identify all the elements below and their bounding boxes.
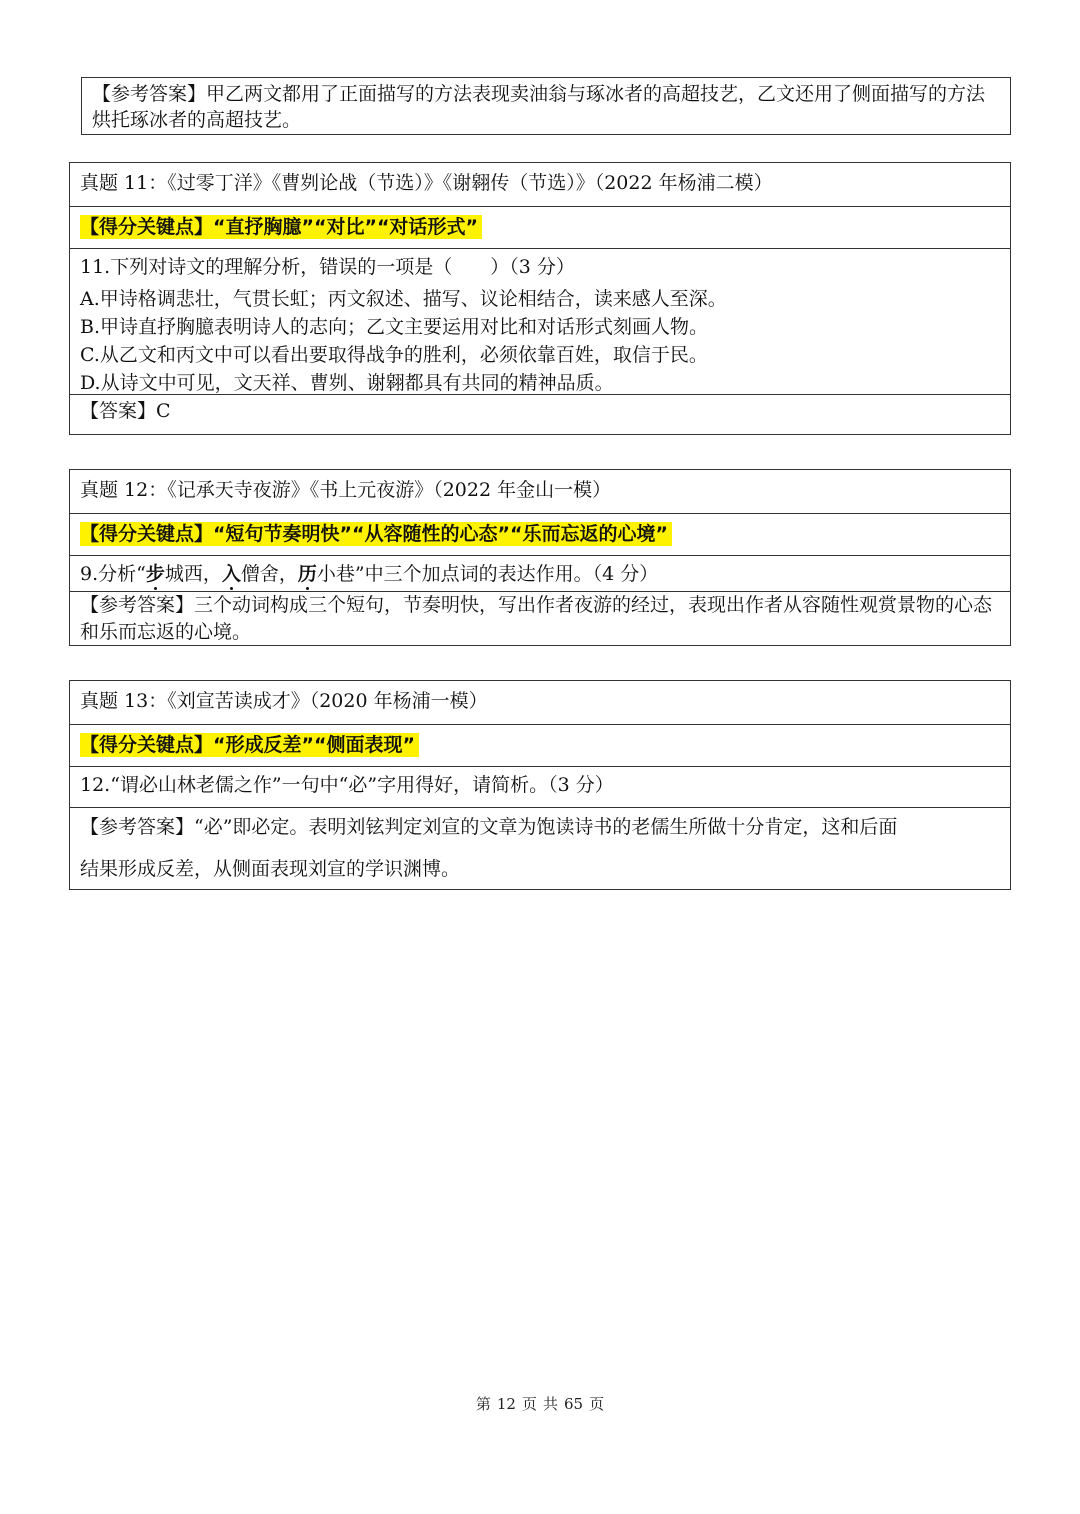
reference-answer: 【参考答案】三个动词构成三个短句，节奏明快，写出作者夜游的经过，表现出作者从容随性观赏景物的心态和乐而忘返的心境。: [70, 591, 1010, 647]
question-text-2: 僧舍，: [240, 563, 298, 585]
question-card-12: [69, 469, 1011, 646]
footer-gong: 共: [543, 1395, 559, 1413]
option-c: C.从乙文和丙文中可以看出要取得战争的胜利，必须依靠百姓，取信于民。: [80, 344, 708, 366]
answer-row: 【答案】C: [70, 394, 1010, 434]
dotted-word-2: 入: [221, 563, 241, 585]
question-text-1: 城西，: [164, 563, 222, 585]
key-points-highlight: 【得分关键点】“短句节奏明快”“从容随性的心态”“乐而忘返的心境”: [80, 522, 672, 546]
answer-line-1: 【参考答案】“必”即必定。表明刘铉判定刘宣的文章为饱读诗书的老儒生所做十分肯定，这和后面: [80, 816, 898, 838]
key-points-row: [70, 206, 1010, 248]
page-footer: [0, 1393, 1080, 1414]
key-points-highlight: 【得分关键点】“形成反差”“侧面表现”: [80, 733, 419, 757]
key-points-row: [70, 724, 1010, 766]
footer-di: 第: [475, 1395, 491, 1413]
current-page-number: 12: [496, 1395, 516, 1413]
question-body: 12.“谓必山林老儒之作”一句中“必”字用得好，请简析。（3 分）: [70, 766, 1010, 807]
option-b: B.甲诗直抒胸臆表明诗人的志向；乙文主要运用对比和对话形式刻画人物。: [80, 316, 709, 338]
question-body: [70, 248, 1010, 394]
total-pages: 65: [564, 1395, 584, 1413]
question-card-11: [69, 162, 1011, 435]
reference-answer: [70, 807, 1010, 889]
question-title: 真题 12：《记承天寺夜游》《书上元夜游》（2022 年金山一模）: [80, 479, 612, 501]
reference-answer: 【参考答案】甲乙两文都用了正面描写的方法表现卖油翁与琢冰者的高超技艺，乙文还用了侧面描写的方法烘托琢冰者的高超技艺。: [92, 83, 986, 131]
footer-ye-end: 页: [589, 1395, 605, 1413]
option-d: D.从诗文中可见，文天祥、曹刿、谢翱都具有共同的精神品质。: [80, 372, 614, 394]
answer-line-2: 结果形成反差，从侧面表现刘宣的学识渊博。: [80, 858, 461, 880]
dotted-word-1: 步: [145, 563, 165, 585]
question-stem: 11.下列对诗文的理解分析，错误的一项是（ ）（3 分）: [80, 256, 575, 278]
dotted-word-3: 历: [297, 563, 317, 585]
footer-ye: 页: [521, 1395, 537, 1413]
question-title: 真题 11：《过零丁洋》《曹刿论战（节选）》《谢翱传（节选）》（2022 年杨浦二模）: [80, 172, 773, 194]
key-points-highlight: 【得分关键点】“直抒胸臆”“对比”“对话形式”: [80, 215, 482, 239]
question-title: 真题 13：《刘宣苦读成才》（2020 年杨浦一模）: [80, 690, 488, 712]
question-body: [70, 555, 1010, 591]
answer-box-continued: [81, 77, 1011, 135]
option-a: A.甲诗格调悲壮，气贯长虹；丙文叙述、描写、议论相结合，读来感人至深。: [80, 288, 727, 310]
key-points-row: [70, 513, 1010, 555]
question-card-13: [69, 680, 1011, 890]
question-suffix: 小巷”中三个加点词的表达作用。（4 分）: [316, 563, 659, 585]
question-prefix: 9.分析“: [80, 563, 146, 585]
